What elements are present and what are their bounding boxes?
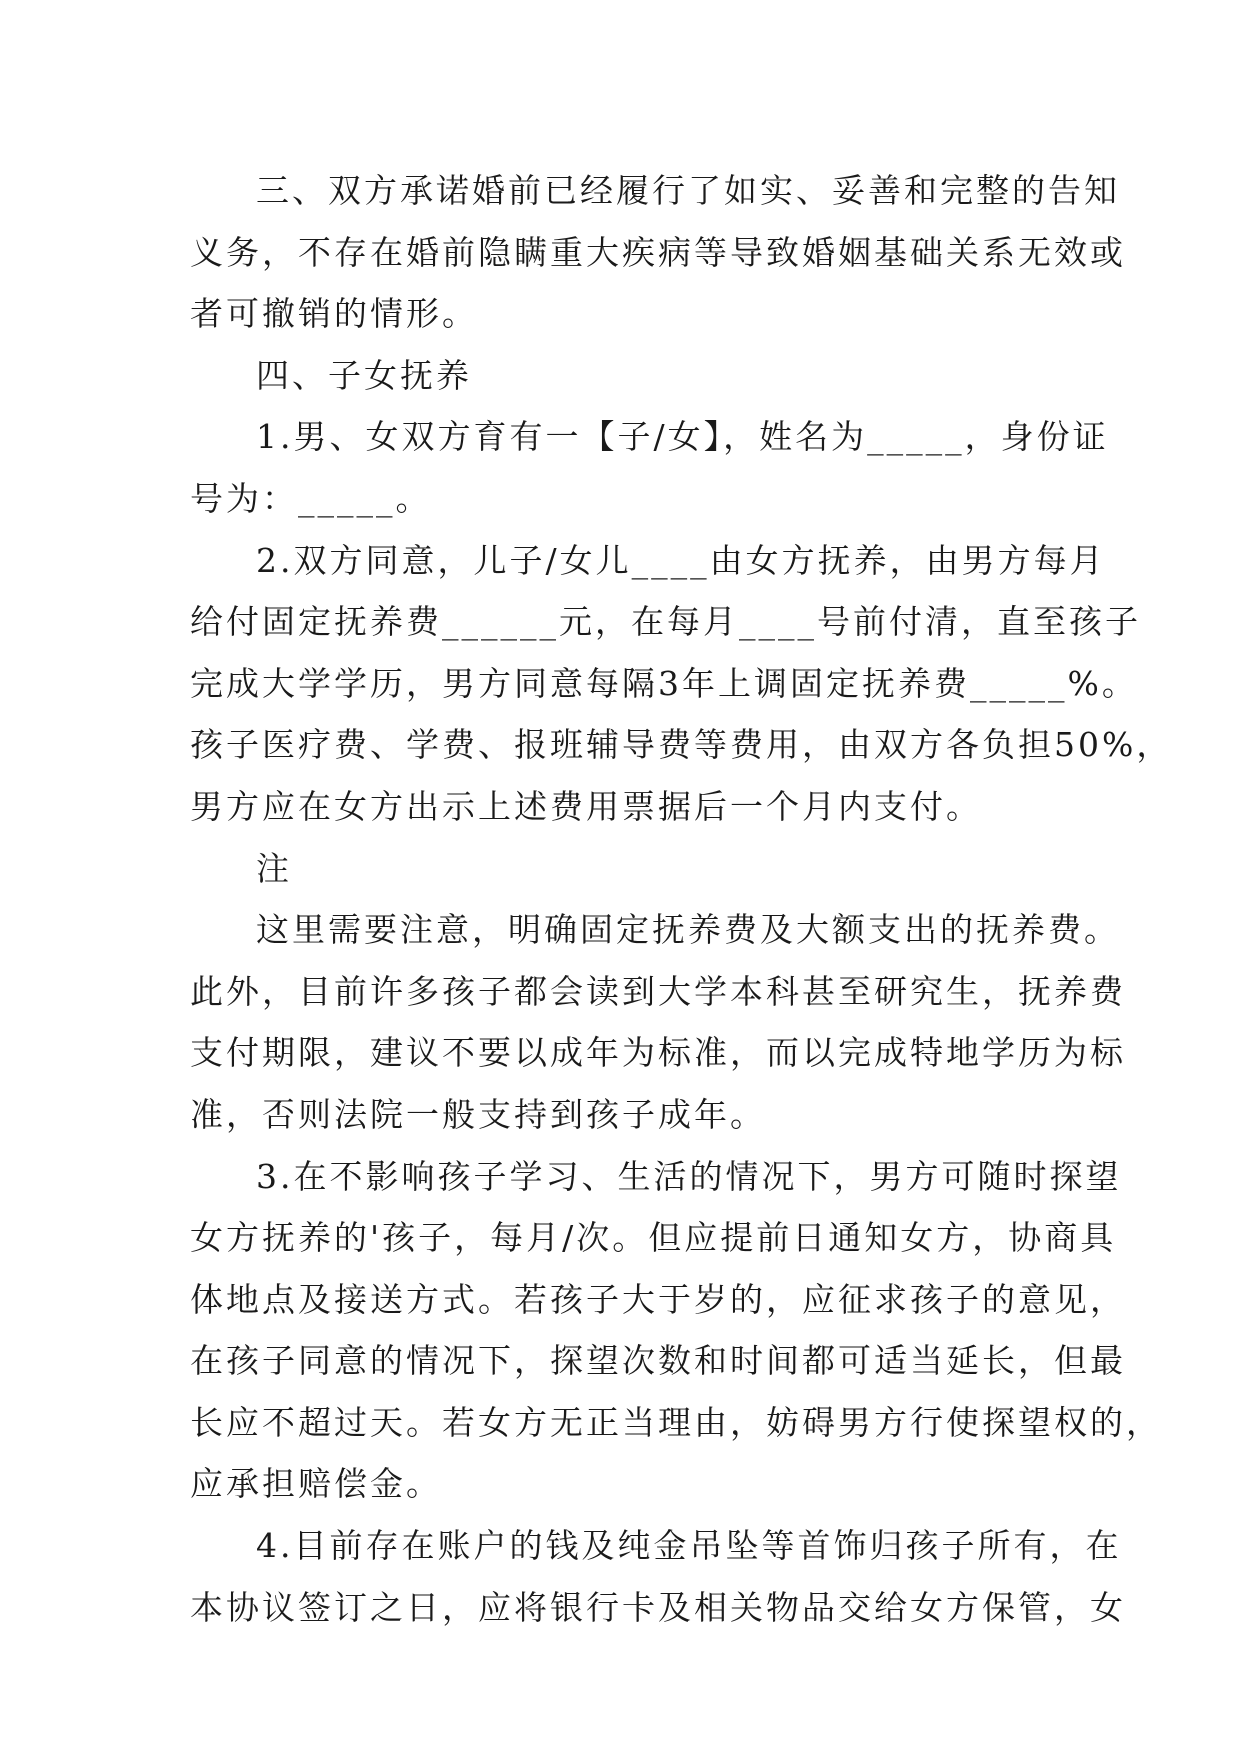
- paragraph-line: 3.在不影响孩子学习、生活的情况下，男方可随时探望: [256, 1156, 1122, 1196]
- paragraph-line: 1.男、女双方育有一【子/女】，姓名为_____，身份证: [256, 417, 1109, 457]
- paragraph-line: 三、双方承诺婚前已经履行了如实、妥善和完整的告知: [256, 171, 1120, 210]
- paragraph-line: 长应不超过天。若女方无正当理由，妨碍男方行使探望权的，: [190, 1402, 1162, 1442]
- paragraph-line: 给付固定抚养费______元，在每月____号前付清，直至孩子: [190, 602, 1141, 642]
- paragraph-line: 者可撤销的情形。: [190, 294, 478, 334]
- paragraph-line: 本协议签订之日，应将银行卡及相关物品交给女方保管，女: [190, 1587, 1126, 1627]
- document-body: [190, 160, 1173, 1638]
- paragraph-line: 这里需要注意，明确固定抚养费及大额支出的抚养费。: [256, 910, 1120, 950]
- paragraph-line: 此外，目前许多孩子都会读到大学本科甚至研究生，抚养费: [190, 971, 1126, 1011]
- paragraph-line: 男方应在女方出示上述费用票据后一个月内支付。: [190, 786, 982, 826]
- paragraph-line: 应承担赔偿金。: [190, 1464, 442, 1504]
- paragraph-line: 准，否则法院一般支持到孩子成年。: [190, 1094, 766, 1134]
- paragraph-line: 体地点及接送方式。若孩子大于岁的，应征求孩子的意见，: [190, 1279, 1126, 1319]
- paragraph-line: 完成大学学历，男方同意每隔3年上调固定抚养费_____%。: [190, 663, 1138, 703]
- paragraph-line: 支付期限，建议不要以成年为标准，而以完成特地学历为标: [190, 1033, 1126, 1073]
- section-heading: 四、子女抚养: [256, 355, 472, 395]
- paragraph-line: 孩子医疗费、学费、报班辅导费等费用，由双方各负担50%，: [190, 725, 1173, 765]
- paragraph-line: 2.双方同意，儿子/女儿____由女方抚养，由男方每月: [256, 540, 1106, 580]
- paragraph-line: 义务，不存在婚前隐瞒重大疾病等导致婚姻基础关系无效或: [190, 232, 1126, 272]
- paragraph-line: 在孩子同意的情况下，探望次数和时间都可适当延长，但最: [190, 1341, 1126, 1381]
- paragraph-line: 女方抚养的'孩子，每月/次。但应提前日通知女方，协商具: [190, 1218, 1117, 1258]
- note-heading: 注: [256, 848, 292, 888]
- paragraph-line: 号为：_____。: [190, 478, 432, 518]
- paragraph-line: 4.目前存在账户的钱及纯金吊坠等首饰归孩子所有，在: [256, 1526, 1122, 1566]
